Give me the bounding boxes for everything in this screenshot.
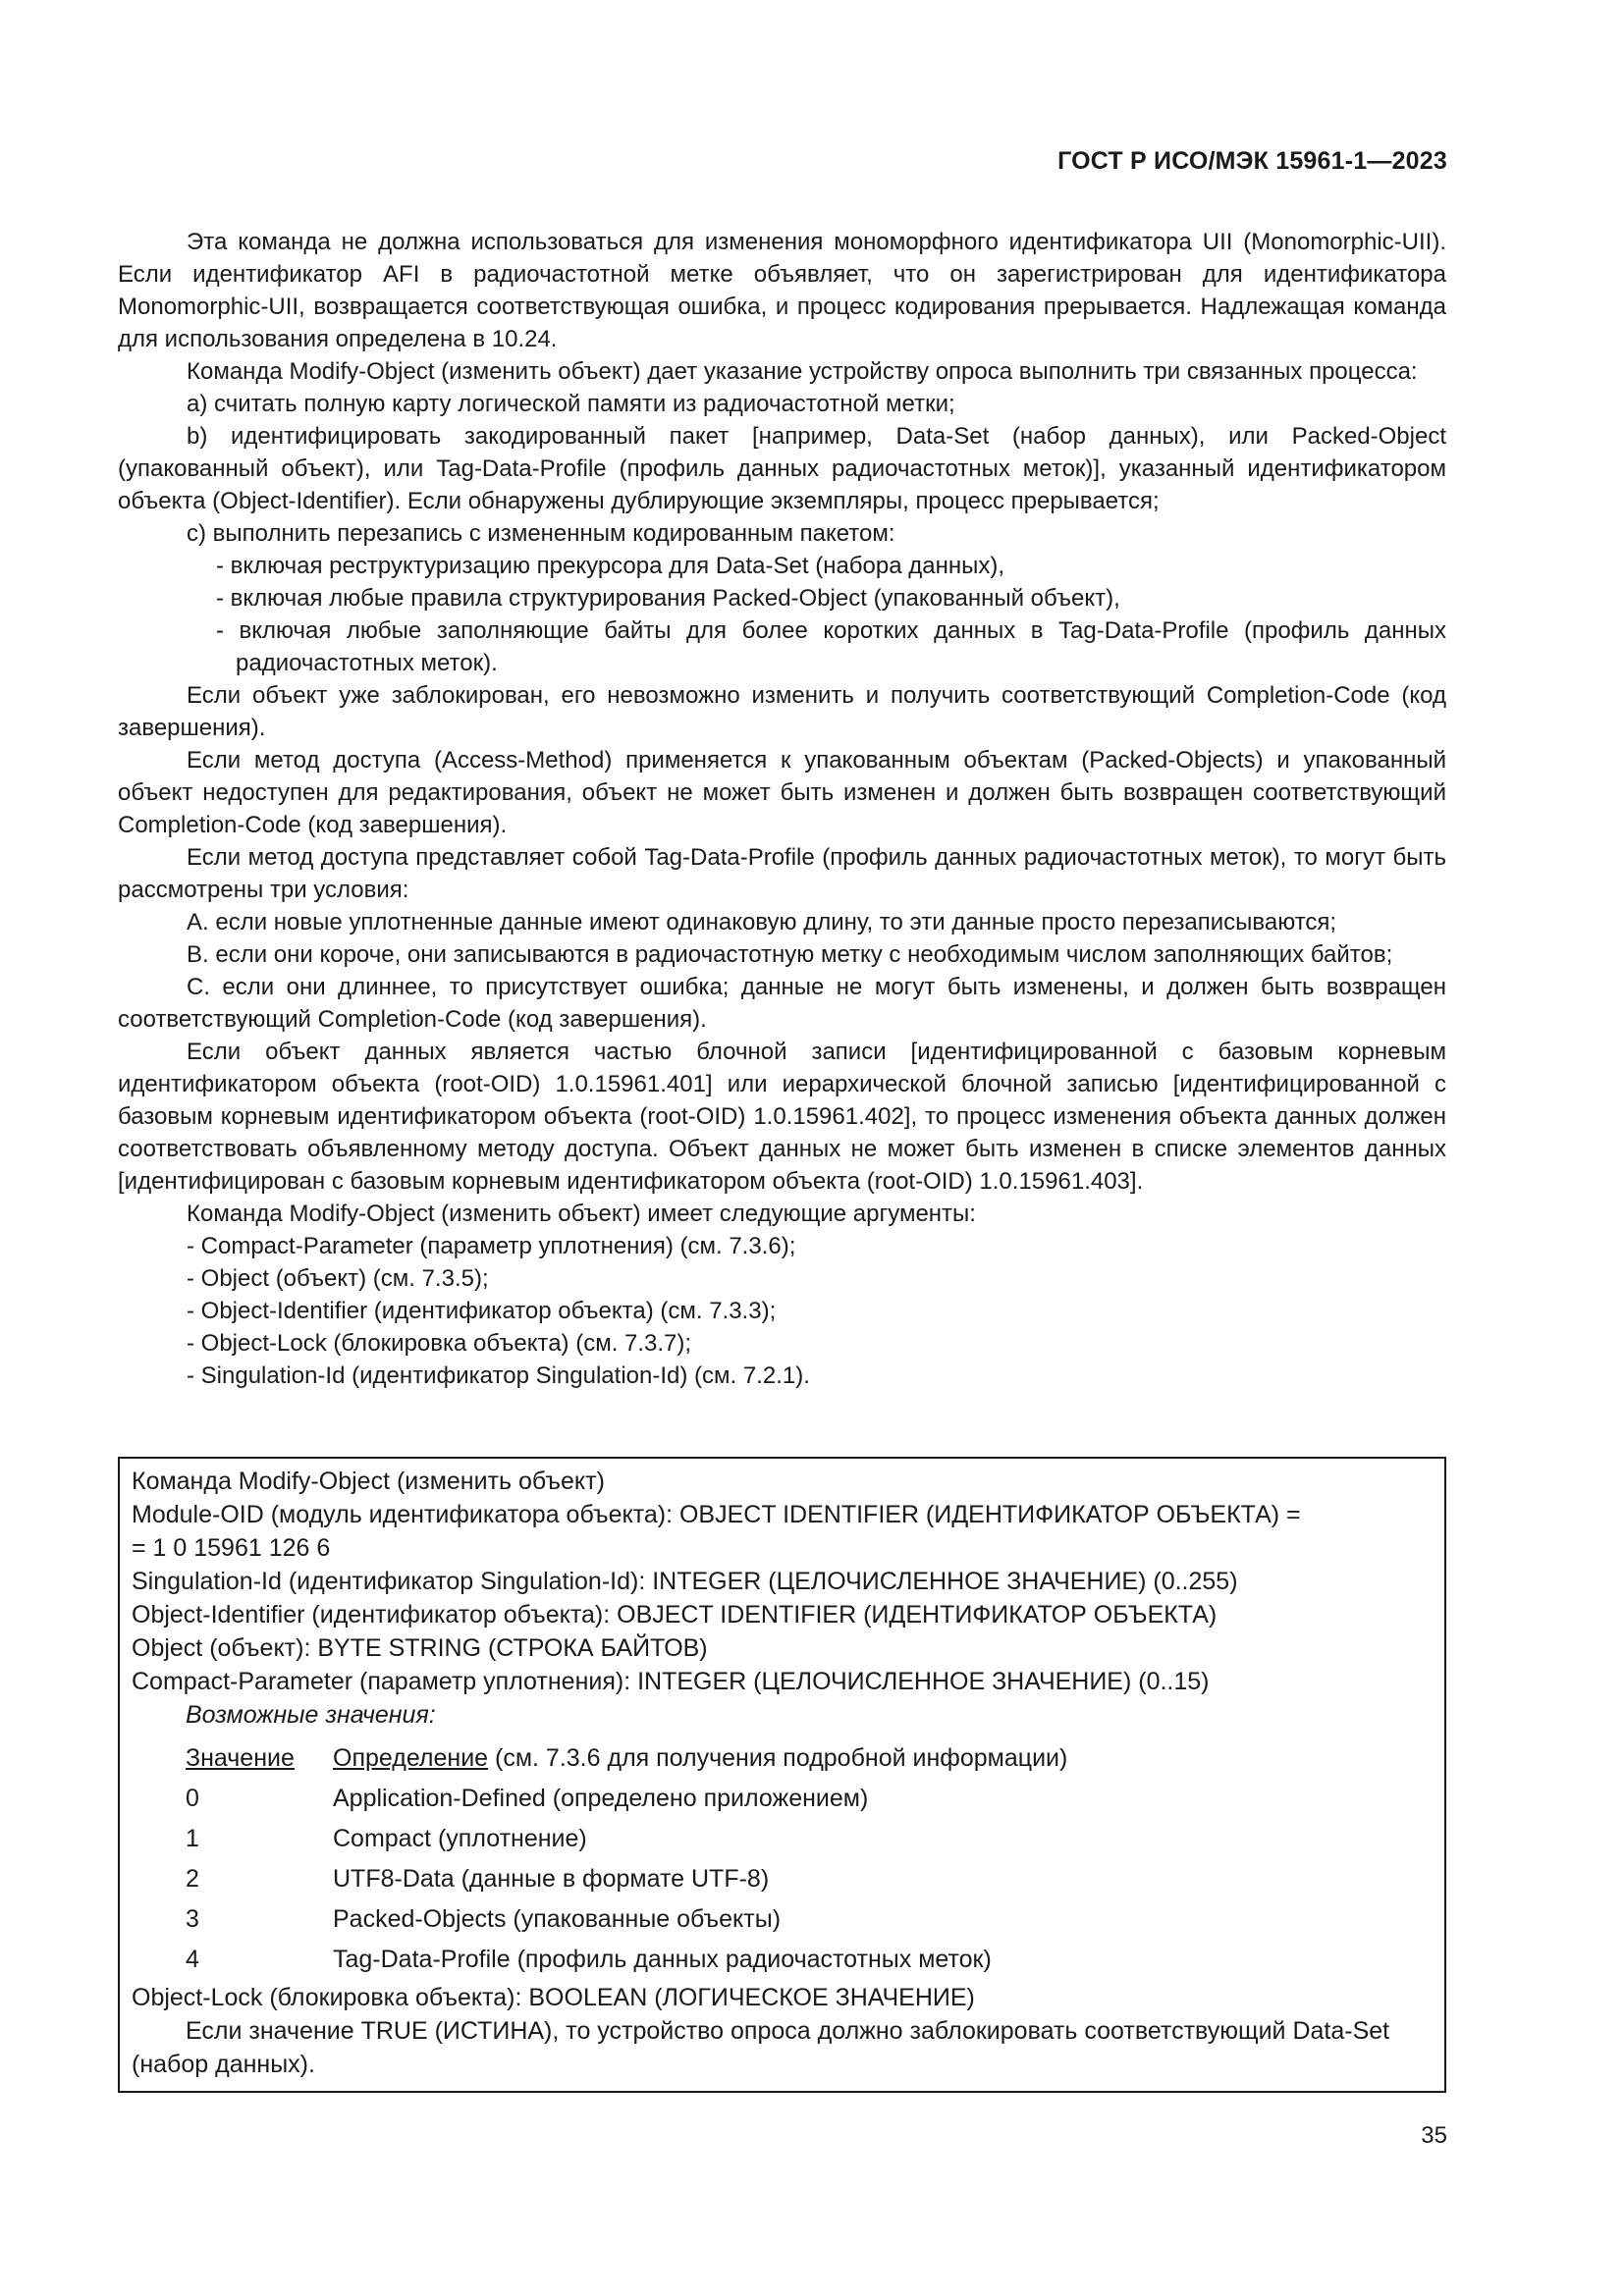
condition-item: А. если новые уплотненные данные имеют одинаковую длину, то эти данные просто перезаписываются;	[187, 909, 1337, 935]
list-item: а) считать полную карту логической памяти из радиочастотной метки;	[187, 391, 955, 417]
paragraph: Если метод доступа представляет собой Tag-Data-Profile (профиль данных радиочастотных меток), то могут быть рассмотрены три условия:	[118, 844, 1446, 903]
table-row	[186, 1818, 1067, 1858]
sub-list-item: - включая любые заполняющие байты для более коротких данных в Tag-Data-Profile (профиль данных радиочастотных меток).	[216, 617, 1446, 676]
list-item: с) выполнить перезапись с измененным кодированным пакетом:	[187, 520, 895, 547]
object-lock-line: Object-Lock (блокировка объекта): BOOLEAN (ЛОГИЧЕСКОЕ ЗНАЧЕНИЕ)	[132, 1984, 975, 2011]
sub-list-item: - включая любые правила структурирования Packed-Object (упакованный объект),	[216, 585, 1120, 612]
column-header-note: (см. 7.3.6 для получения подробной информации)	[488, 1743, 1068, 1772]
column-header-value: Значение	[186, 1743, 295, 1772]
paragraph: Эта команда не должна использоваться для изменения мономорфного идентификатора UII (Monomorphic-UII). Если идентификатор AFI в радиочастотной метке объявляет, что он зарегистрирован для идентификатора Monomorphic-UII, возвращается соответствующая ошибка, и процесс кодирования прерывается. Надлежащая команда для использования определена в 10.24.	[118, 229, 1446, 352]
table-row	[186, 1778, 1067, 1818]
table-row	[186, 1898, 1067, 1939]
definition-cell: Application-Defined (определено приложением)	[333, 1784, 869, 1812]
column-header-definition: Определение	[333, 1743, 489, 1772]
object-identifier-line: Object-Identifier (идентификатор объекта): OBJECT IDENTIFIER (ИДЕНТИФИКАТОР ОБЪЕКТА)	[132, 1601, 1218, 1629]
command-definition-box	[118, 1457, 1446, 2093]
singulation-line: Singulation-Id (идентификатор Singulation-Id): INTEGER (ЦЕЛОЧИСЛЕННОЕ ЗНАЧЕНИЕ) (0..255)	[132, 1568, 1238, 1595]
definition-cell: Tag-Data-Profile (профиль данных радиочастотных меток)	[333, 1945, 992, 1973]
sub-list-item: - включая реструктуризацию прекурсора для Data-Set (набора данных),	[216, 553, 1005, 579]
object-lock-description: Если значение TRUE (ИСТИНА), то устройство опроса должно заблокировать соответствующий Data-Set (набор данных).	[132, 2017, 1390, 2078]
possible-values-label: Возможные значения:	[186, 1701, 436, 1729]
table-row	[186, 1939, 1067, 1979]
list-item: b) идентифицировать закодированный пакет [например, Data-Set (набор данных), или Packed-Object (упакованный объект), или Tag-Data-Profile (профиль данных радиочастотных меток)], указанный идентификатором объекта (Object-Identifier). Если обнаружены дублирующие экземпляры, процесс прерывается;	[118, 423, 1447, 514]
value-cell: 0	[186, 1784, 199, 1812]
table-header-row	[186, 1737, 1067, 1778]
table-row	[186, 1858, 1067, 1898]
value-cell: 4	[186, 1945, 199, 1973]
value-cell: 3	[186, 1904, 199, 1933]
module-oid-line: Module-OID (модуль идентификатора объекта): OBJECT IDENTIFIER (ИДЕНТИФИКАТОР ОБЪЕКТА) =	[132, 1501, 1301, 1528]
argument-item: - Object (объект) (см. 7.3.5);	[187, 1265, 489, 1292]
paragraph: Если метод доступа (Access-Method) применяется к упакованным объектам (Packed-Objects) и упакованный объект недоступен для редактирования, объект не может быть изменен и должен быть возвращен соответствующий Completion-Code (код завершения).	[118, 747, 1446, 838]
definition-cell: UTF8-Data (данные в формате UTF-8)	[333, 1864, 770, 1893]
paragraph: Если объект уже заблокирован, его невозможно изменить и получить соответствующий Completion-Code (код завершения).	[118, 682, 1446, 741]
paragraph: Команда Modify-Object (изменить объект) дает указание устройству опроса выполнить три связанных процесса:	[187, 358, 1418, 385]
argument-item: - Object-Identifier (идентификатор объекта) (см. 7.3.3);	[187, 1298, 777, 1324]
document-header: ГОСТ Р ИСО/МЭК 15961-1—2023	[1057, 147, 1447, 175]
condition-item: С. если они длиннее, то присутствует ошибка; данные не могут быть изменены, и должен быть возвращен соответствующий Completion-Code (код завершения).	[118, 974, 1446, 1033]
argument-item: - Object-Lock (блокировка объекта) (см. 7.3.7);	[187, 1330, 692, 1357]
main-text	[118, 226, 1446, 1392]
value-cell: 2	[186, 1864, 199, 1893]
box-title: Команда Modify-Object (изменить объект)	[132, 1468, 605, 1495]
values-table	[186, 1737, 1067, 1979]
paragraph: Команда Modify-Object (изменить объект) имеет следующие аргументы:	[187, 1201, 976, 1227]
condition-item: В. если они короче, они записываются в радиочастотную метку с необходимым числом заполняющих байтов;	[187, 941, 1393, 968]
paragraph: Если объект данных является частью блочной записи [идентифицированной с базовым корневым идентификатором объекта (root-OID) 1.0.15961.401] или иерархической блочной записью [идентифицированной с базовым корневым идентификатором объекта (root-OID) 1.0.15961.402], то процесс изменения объекта данных должен соответствовать объявленному методу доступа. Объект данных не может быть изменен в списке элементов данных [идентифицирован с базовым корневым идентификатором объекта (root-OID) 1.0.15961.403].	[118, 1039, 1446, 1195]
page-number: 35	[1421, 2122, 1447, 2149]
module-oid-value: = 1 0 15961 126 6	[132, 1534, 331, 1562]
definition-cell: Packed-Objects (упакованные объекты)	[333, 1904, 782, 1933]
object-line: Object (объект): BYTE STRING (СТРОКА БАЙТОВ)	[132, 1634, 708, 1662]
argument-item: - Compact-Parameter (параметр уплотнения) (см. 7.3.6);	[187, 1233, 796, 1259]
argument-item: - Singulation-Id (идентификатор Singulation-Id) (см. 7.2.1).	[187, 1362, 810, 1389]
compact-parameter-line: Compact-Parameter (параметр уплотнения): INTEGER (ЦЕЛОЧИСЛЕННОЕ ЗНАЧЕНИЕ) (0..15)	[132, 1668, 1210, 1695]
definition-cell: Compact (уплотнение)	[333, 1824, 587, 1852]
value-cell: 1	[186, 1824, 199, 1852]
